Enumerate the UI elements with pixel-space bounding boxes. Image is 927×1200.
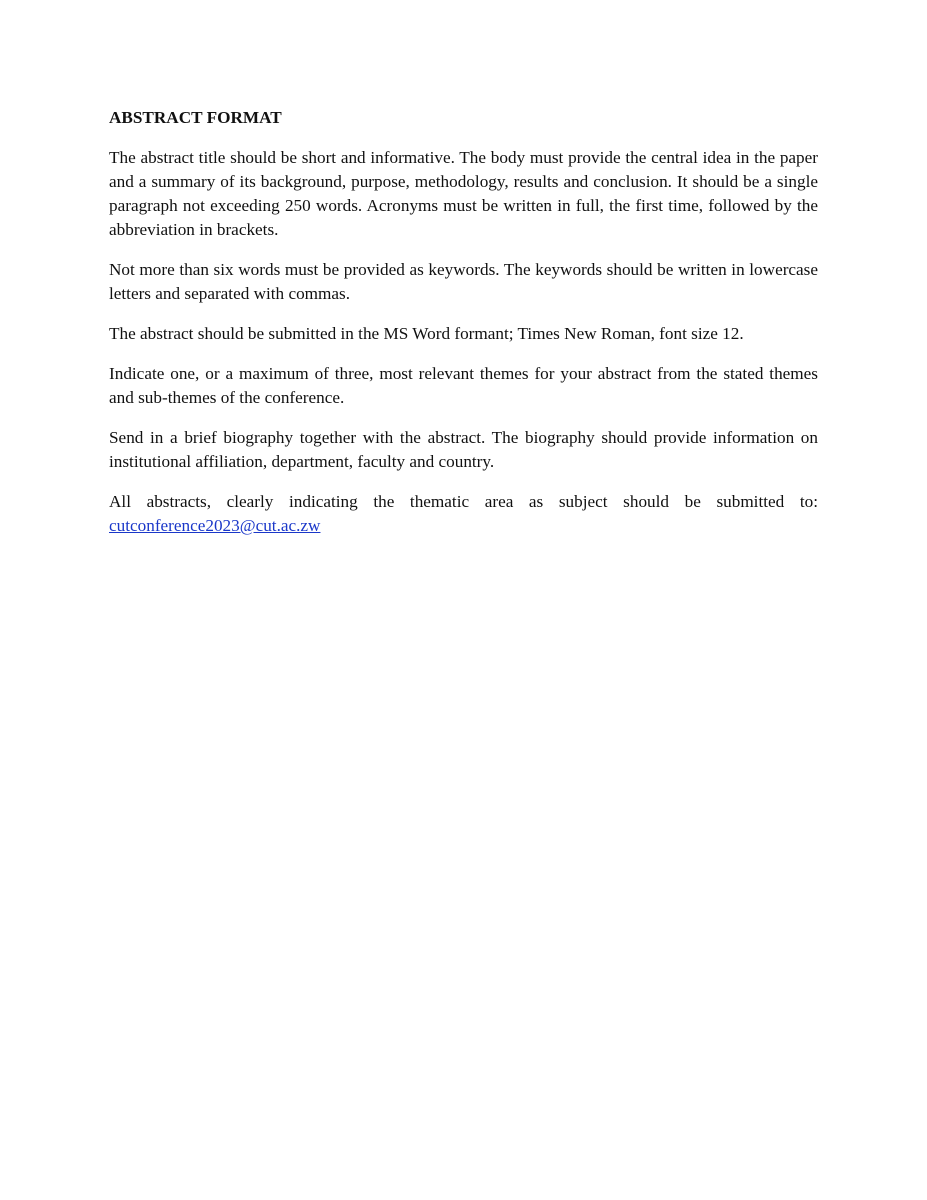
section-title: ABSTRACT FORMAT [109,108,282,127]
submission-email-link[interactable]: cutconference2023@cut.ac.zw [109,516,321,535]
paragraph-file-format: The abstract should be submitted in the MS Word formant; Times New Roman, font size 12. [109,324,744,343]
paragraph-submission [109,490,818,538]
paragraph-keywords: Not more than six words must be provided as keywords. The keywords should be written in lowercase letters and separated with commas. [109,260,818,303]
document-page [109,106,818,554]
paragraph-abstract-body: The abstract title should be short and informative. The body must provide the central idea in the paper and a summary of its background, purpose, methodology, results and conclusion. It should be a single paragraph not exceeding 250 words. Acronyms must be written in full, the first time, followed by the abbreviation in brackets. [109,148,818,239]
submission-text: All abstracts, clearly indicating the thematic area as subject should be submitted to: [109,492,818,511]
paragraph-themes: Indicate one, or a maximum of three, most relevant themes for your abstract from the stated themes and sub-themes of the conference. [109,364,818,407]
paragraph-biography: Send in a brief biography together with the abstract. The biography should provide information on institutional affiliation, department, faculty and country. [109,428,818,471]
